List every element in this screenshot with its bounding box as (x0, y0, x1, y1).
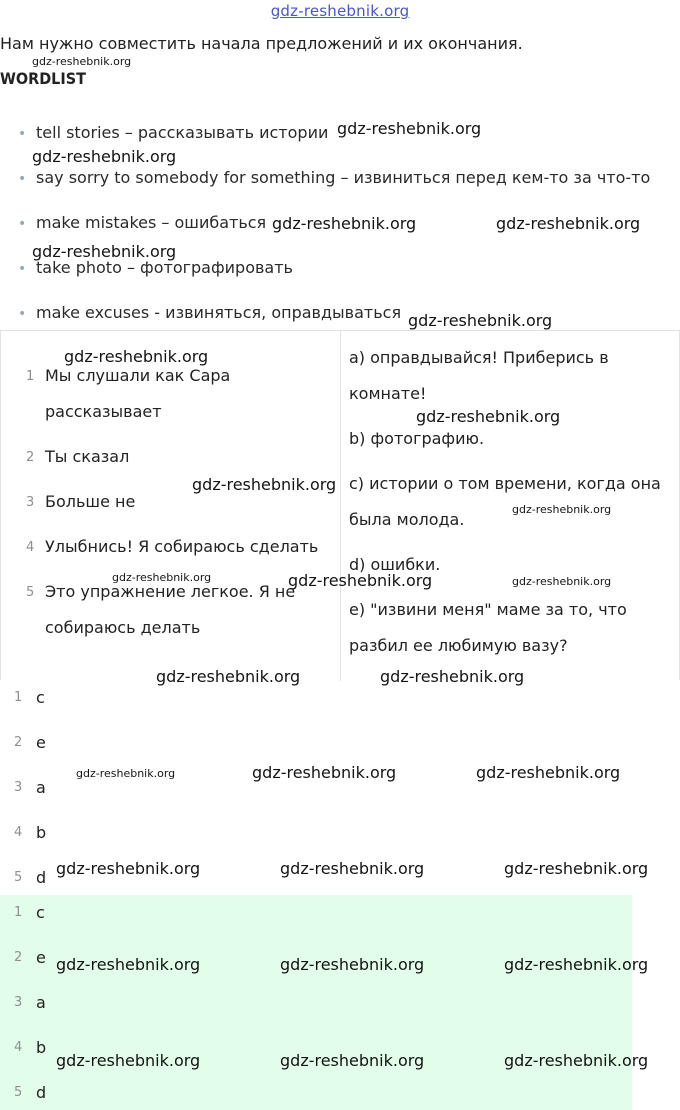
column-divider (340, 331, 341, 681)
beginning-text: рассказывает (45, 402, 162, 421)
answer-letter: c (36, 688, 45, 707)
row-number: 5 (26, 585, 35, 600)
answer-letter: c (36, 903, 45, 922)
watermark: gdz-reshebnik.org (280, 859, 425, 878)
answer-highlight-block (0, 895, 632, 1110)
answer-letter: b (36, 823, 47, 842)
watermark: gdz-reshebnik.org (504, 1051, 649, 1070)
answer-number: 1 (14, 905, 23, 920)
watermark: gdz-reshebnik.org (32, 147, 177, 166)
site-logo[interactable]: gdz-reshebnik.org (270, 2, 410, 20)
wordlist-item (18, 123, 328, 142)
answer-number: 2 (14, 950, 23, 965)
ending-text: a) оправдывайся! Приберись в (349, 348, 609, 367)
watermark: gdz-reshebnik.org (288, 571, 433, 590)
watermark: gdz-reshebnik.org (380, 667, 525, 686)
watermark: gdz-reshebnik.org (192, 475, 337, 494)
watermark: gdz-reshebnik.org (32, 55, 132, 68)
bullet-icon: • (18, 216, 27, 232)
beginning-text: собираюсь делать (45, 618, 201, 637)
watermark: gdz-reshebnik.org (112, 571, 212, 584)
watermark: gdz-reshebnik.org (56, 955, 201, 974)
bullet-icon: • (18, 126, 27, 142)
answer-number: 3 (14, 780, 23, 795)
answer-letter: a (36, 993, 46, 1012)
answer-number: 2 (14, 735, 23, 750)
ending-text: e) "извини меня" маме за то, что (349, 600, 627, 619)
watermark: gdz-reshebnik.org (408, 311, 553, 330)
wordlist-item-text: make excuses - извиняться, оправдываться (36, 303, 402, 322)
beginning-text: Это упражнение легкое. Я не (45, 582, 296, 601)
ending-text: комнате! (349, 384, 427, 403)
bullet-icon: • (18, 171, 27, 187)
row-number: 4 (26, 540, 35, 555)
row-number: 2 (26, 450, 35, 465)
beginning-text: Ты сказал (45, 447, 130, 466)
answer-letter: e (36, 733, 46, 752)
answer-letter: b (36, 1038, 47, 1057)
watermark: gdz-reshebnik.org (280, 1051, 425, 1070)
answer-letter: d (36, 868, 47, 887)
answer-letter: d (36, 1083, 47, 1102)
watermark: gdz-reshebnik.org (504, 955, 649, 974)
watermark: gdz-reshebnik.org (280, 955, 425, 974)
beginning-text: Улыбнись! Я собираюсь сделать (45, 537, 319, 556)
watermark: gdz-reshebnik.org (156, 667, 301, 686)
bullet-icon: • (18, 306, 27, 322)
beginning-text: Больше не (45, 492, 136, 511)
wordlist-item-text: take photo – фотографировать (36, 258, 293, 277)
intro-text: Нам нужно совместить начала предложений и их окончания. (0, 34, 523, 53)
watermark: gdz-reshebnik.org (64, 347, 209, 366)
ending-text: b) фотографию. (349, 429, 485, 448)
watermark: gdz-reshebnik.org (504, 859, 649, 878)
wordlist-item (18, 168, 650, 187)
wordlist-title: WORDLIST (0, 69, 86, 88)
watermark: gdz-reshebnik.org (416, 407, 561, 426)
watermark: gdz-reshebnik.org (76, 767, 176, 780)
watermark: gdz-reshebnik.org (32, 242, 177, 261)
row-number: 3 (26, 495, 35, 510)
watermark: gdz-reshebnik.org (476, 763, 621, 782)
wordlist-item-text: say sorry to somebody for something – извиниться перед кем-то за что-то (36, 168, 651, 187)
watermark: gdz-reshebnik.org (56, 859, 201, 878)
wordlist-item-text: tell stories – рассказывать истории (36, 123, 329, 142)
watermark: gdz-reshebnik.org (337, 119, 482, 138)
watermark: gdz-reshebnik.org (56, 1051, 201, 1070)
watermark: gdz-reshebnik.org (496, 214, 641, 233)
answer-number: 5 (14, 870, 23, 885)
ending-text: была молода. (349, 510, 465, 529)
watermark: gdz-reshebnik.org (512, 575, 612, 588)
answer-letter: e (36, 948, 46, 967)
watermark: gdz-reshebnik.org (272, 214, 417, 233)
ending-text: разбил ее любимую вазу? (349, 636, 568, 655)
answer-number: 4 (14, 1040, 23, 1055)
beginning-text: Мы слушали как Сара (45, 366, 231, 385)
wordlist-item (18, 213, 266, 232)
watermark: gdz-reshebnik.org (512, 503, 612, 516)
answer-number: 4 (14, 825, 23, 840)
wordlist-item-text: make mistakes – ошибаться (36, 213, 267, 232)
ending-text: c) истории о том времени, когда она (349, 474, 661, 493)
ending-text: d) ошибки. (349, 555, 441, 574)
watermark: gdz-reshebnik.org (252, 763, 397, 782)
answer-number: 3 (14, 995, 23, 1010)
answer-number: 5 (14, 1085, 23, 1100)
row-number: 1 (26, 369, 35, 384)
wordlist-item (18, 303, 401, 322)
bullet-icon: • (18, 261, 27, 277)
answer-letter: a (36, 778, 46, 797)
answer-number: 1 (14, 690, 23, 705)
